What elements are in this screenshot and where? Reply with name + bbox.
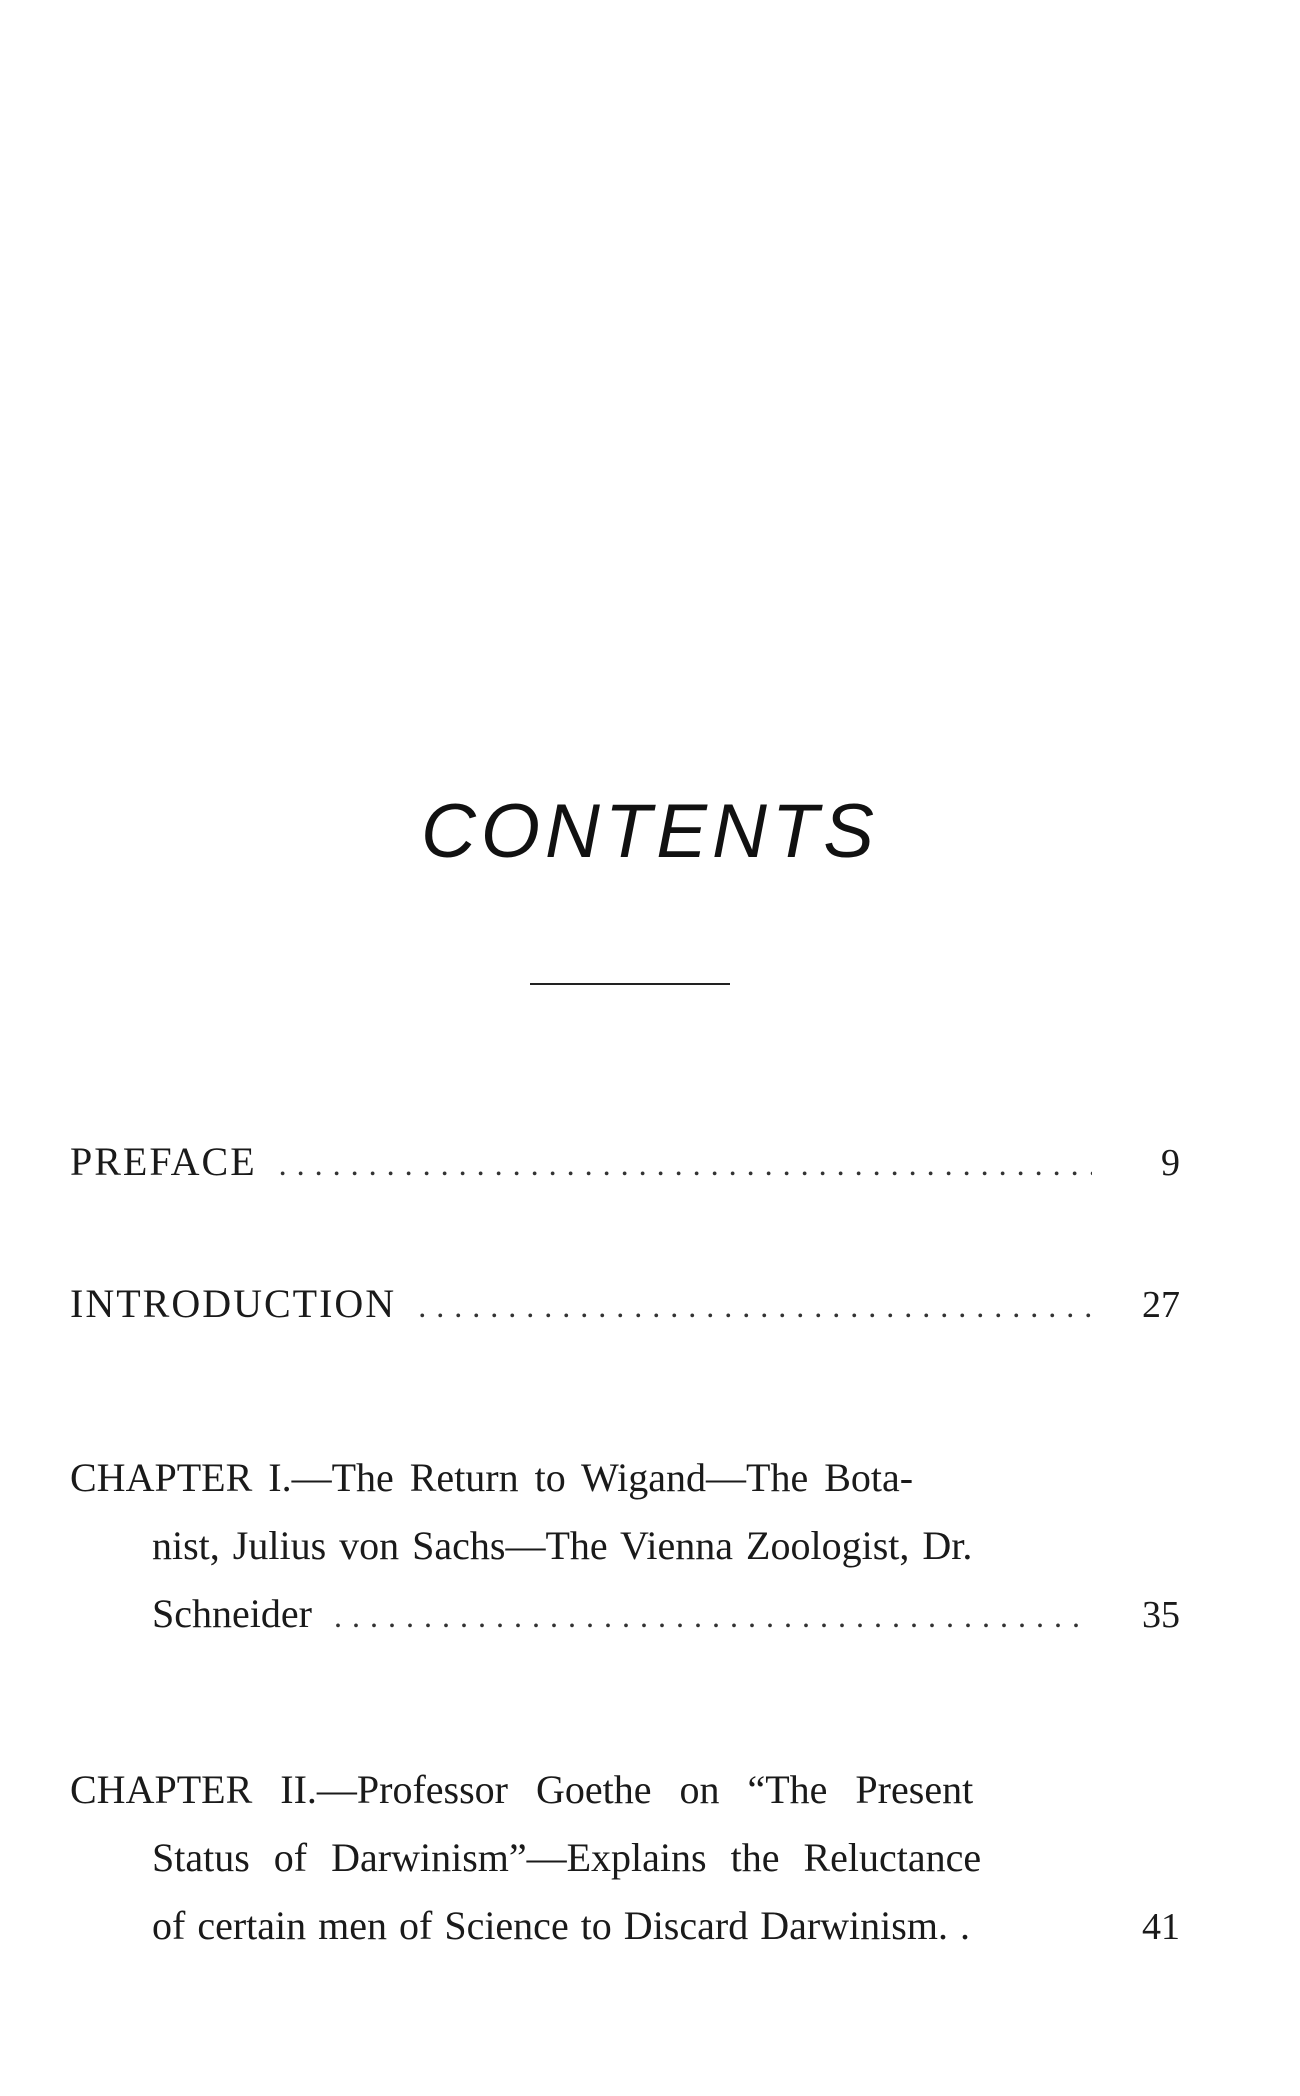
- toc-line: [70, 1444, 1100, 1512]
- toc-entry-chapter-2: [70, 1756, 1180, 1961]
- toc-page-number: 41: [1142, 1906, 1180, 1948]
- toc-line: [70, 1580, 1180, 1650]
- toc-entry-label: INTRODUCTION: [70, 1281, 397, 1326]
- title-divider: [530, 983, 730, 985]
- toc-entry-text: CHAPTER I.—The Return to Wigand—The Bota-: [70, 1455, 914, 1500]
- toc-entry-label: PREFACE: [70, 1139, 257, 1184]
- dot-leader: [418, 1272, 1092, 1340]
- toc-line: [70, 1512, 1100, 1580]
- toc-entry-text: nist, Julius von Sachs—The Vienna Zoologist, Dr.: [152, 1523, 973, 1568]
- toc-line: [70, 1128, 1180, 1198]
- toc-page-number: 27: [1142, 1284, 1180, 1326]
- toc-entry-preface: [70, 1128, 1180, 1198]
- toc-line: [70, 1824, 1180, 1892]
- toc-line: [70, 1892, 1180, 1961]
- toc-line: [70, 1756, 1180, 1824]
- dot-leader: [334, 1582, 1092, 1650]
- toc-page-number: 9: [1161, 1142, 1180, 1184]
- page-title: CONTENTS: [421, 789, 879, 874]
- dot-leader: [279, 1130, 1092, 1198]
- toc-entry-text: Schneider: [152, 1591, 312, 1636]
- toc-page-number: 35: [1142, 1594, 1180, 1636]
- toc-entry-chapter-1: [70, 1444, 1180, 1650]
- toc-line: [70, 1270, 1180, 1340]
- toc-entry-text: of certain men of Science to Discard Darwinism. .: [152, 1903, 970, 1948]
- toc-entry-introduction: [70, 1270, 1180, 1340]
- toc-entry-text: Status of Darwinism”—Explains the Reluctance: [152, 1835, 982, 1880]
- toc-entry-text: CHAPTER II.—Professor Goethe on “The Present: [70, 1767, 974, 1812]
